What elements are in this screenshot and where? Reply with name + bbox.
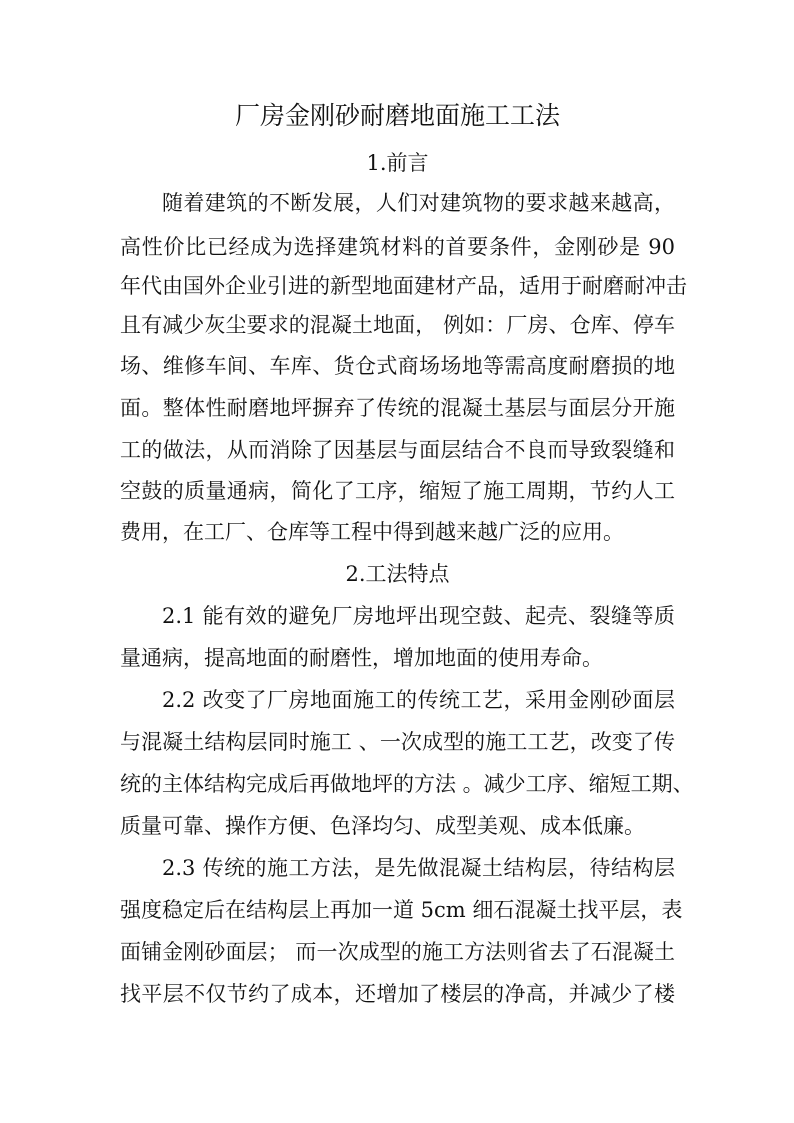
text-line: 年代由国外企业引进的新型地面建材产品，适用于耐磨耐冲击 bbox=[120, 274, 687, 298]
text-line: 面。整体性耐磨地坪摒弃了传统的混凝土基层与面层分开施 bbox=[120, 396, 675, 420]
text-line: 强度稳定后在结构层上再加一道 5cm 细石混凝土找平层，表 bbox=[120, 898, 683, 922]
text-line: 质量可靠、操作方便、色泽均匀、成型美观、成本低廉。 bbox=[120, 814, 645, 838]
text-line: 2.2 改变了厂房地面施工的传统工艺，采用金刚砂面层 bbox=[162, 688, 675, 712]
text-line: 面铺金刚砂面层； 而一次成型的施工方法则省去了石混凝土 bbox=[120, 940, 675, 964]
text-line: 空鼓的质量通病，简化了工序，缩短了施工周期，节约人工 bbox=[120, 479, 675, 503]
text-line: 费用，在工厂、仓库等工程中得到越来越广泛的应用。 bbox=[120, 520, 624, 544]
text-line: 场、维修车间、车库、货仓式商场场地等需高度耐磨损的地 bbox=[120, 354, 675, 378]
text-line: 统的主体结构完成后再做地坪的方法 。减少工序、缩短工期、 bbox=[120, 772, 694, 796]
text-line: 工的做法，从而消除了因基层与面层结合不良而导致裂缝和 bbox=[120, 438, 675, 462]
text-line: 2.1 能有效的避免厂房地坪出现空鼓、起壳、裂缝等质 bbox=[162, 604, 675, 628]
text-line: 与混凝土结构层同时施工 、一次成型的施工工艺，改变了传 bbox=[120, 730, 675, 754]
text-line: 量通病，提高地面的耐磨性，增加地面的使用寿命。 bbox=[120, 646, 603, 670]
text-line: 找平层不仅节约了成本，还增加了楼层的净高，并减少了楼 bbox=[120, 982, 675, 1006]
text-line: 2.3 传统的施工方法，是先做混凝土结构层，待结构层 bbox=[162, 856, 675, 880]
text-line: 随着建筑的不断发展，人们对建筑物的要求越来越高， bbox=[162, 191, 675, 215]
text-line: 且有减少灰尘要求的混凝土地面， 例如：厂房、仓库、停车 bbox=[120, 313, 675, 337]
section-heading-preface: 1.前言 bbox=[366, 151, 429, 175]
section-heading-features: 2.工法特点 bbox=[345, 562, 450, 586]
text-line: 高性价比已经成为选择建筑材料的首要条件，金刚砂是 90 bbox=[120, 235, 675, 259]
document-title: 厂房金刚砂耐磨地面施工工法 bbox=[234, 101, 560, 130]
